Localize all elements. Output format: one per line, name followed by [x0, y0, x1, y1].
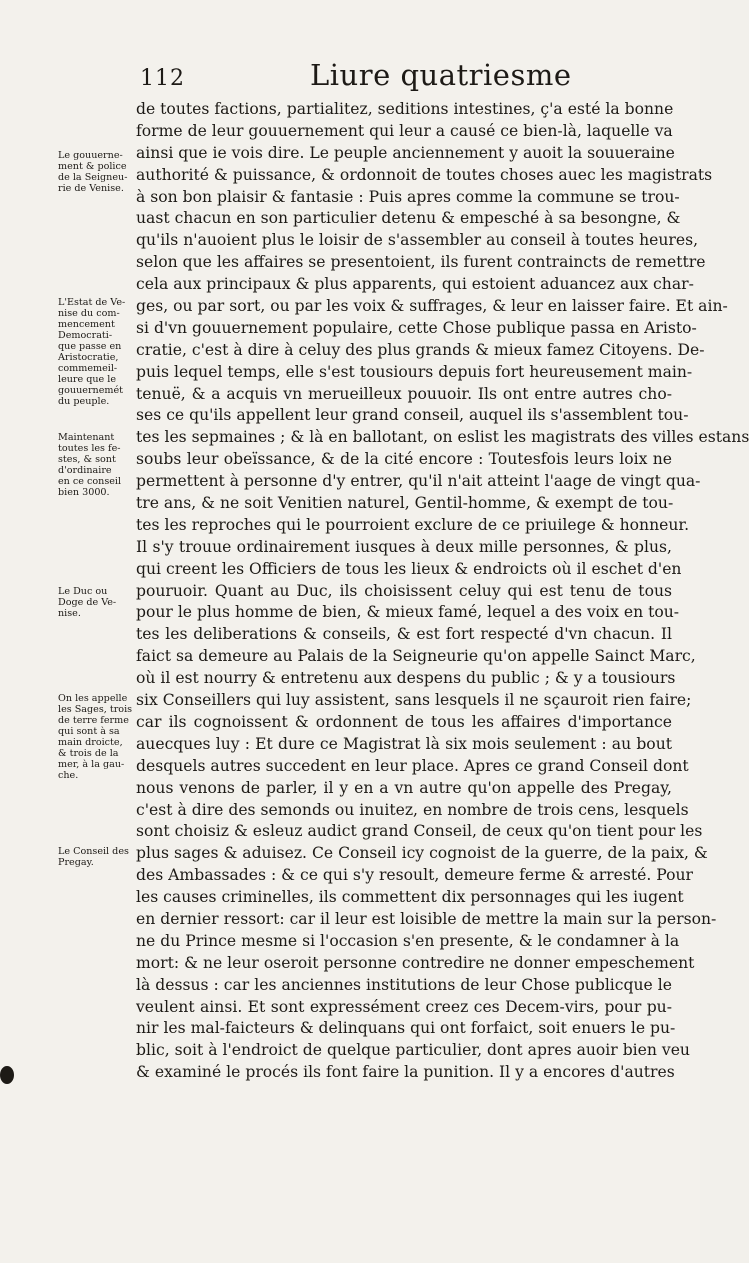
body-line: nir les mal-faicteurs & delinquans qui ont forfaict, soit enuers le pu-	[136, 1019, 676, 1038]
body-line: uast chacun en son particulier detenu & empesché à sa besongne, &	[136, 209, 681, 228]
body-line: plus sages & aduisez. Ce Conseil icy cognoist de la guerre, de la paix, &	[136, 844, 708, 863]
marginal-note: On les appelle les Sages, trois de terre ferme qui sont à sa main droicte, & trois de la mer, à la gau- che.	[58, 693, 133, 781]
body-line: tes les deliberations & conseils, & est fort respecté d'vn chacun. Il	[136, 625, 672, 644]
body-line: qu'ils n'auoient plus le loisir de s'assembler au conseil à toutes heures,	[136, 231, 699, 250]
body-line: permettent à personne d'y entrer, qu'il n'ait atteint l'aage de vingt qua-	[136, 472, 701, 491]
body-line: où il est nourry & entretenu aux despens du public ; & y a tousiours	[136, 669, 676, 688]
ink-blot	[0, 1066, 14, 1084]
marginal-note: Le Conseil des Pregay.	[58, 846, 129, 868]
body-line: en dernier ressort: car il leur est loisible de mettre la main sur la person-	[136, 909, 717, 928]
body-line: & examiné le procés ils font faire la punition. Il y a encores d'autres	[136, 1063, 675, 1082]
body-line: blic, soit à l'endroict de quelque particulier, dont apres auoir bien veu	[136, 1041, 690, 1060]
body-line: pour le plus homme de bien, & mieux famé, lequel a des voix en tou-	[136, 603, 680, 622]
marginal-note: Le gouuerne- ment & police de la Seigneu- rie de Venise.	[58, 150, 128, 194]
running-head: Liure quatriesme	[310, 58, 572, 92]
body-line: sont choisiz & esleuz audict grand Conseil, de ceux qu'on tient pour les	[136, 822, 703, 841]
marginal-note: Le Duc ou Doge de Ve- nise.	[58, 586, 117, 619]
body-line: pouruoir. Quant au Duc, ils choisissent celuy qui est tenu de tous	[136, 581, 672, 600]
body-line: tre ans, & ne soit Venitien naturel, Gentil-homme, & exempt de tou-	[136, 494, 674, 513]
body-line: à son bon plaisir & fantasie : Puis apres comme la commune se trou-	[136, 187, 680, 206]
body-line: ne du Prince mesme si l'occasion s'en presente, & le condamner à la	[136, 931, 680, 950]
body-line: selon que les affaires se presentoient, ils furent contraincts de remettre	[136, 253, 706, 272]
body-text	[136, 99, 749, 1084]
page-number: 112	[140, 66, 185, 91]
body-line: tes les reproches qui le pourroient exclure de ce priuilege & honneur.	[136, 515, 690, 534]
body-line: qui creent les Officiers de tous les lieux & endroicts où il eschet d'en	[136, 559, 682, 578]
body-line: cratie, c'est à dire à celuy des plus grands & mieux famez Citoyens. De-	[136, 340, 705, 359]
body-line: ges, ou par sort, ou par les voix & suffrages, & leur en laisser faire. Et ain-	[136, 297, 728, 316]
body-line: ainsi que ie vois dire. Le peuple anciennement y auoit la souueraine	[136, 143, 675, 162]
body-line: veulent ainsi. Et sont expressément creez ces Decem-virs, pour pu-	[136, 997, 672, 1016]
body-line: c'est à dire des semonds ou inuitez, en nombre de trois cens, lesquels	[136, 800, 689, 819]
body-line: ses ce qu'ils appellent leur grand conseil, auquel ils s'assemblent tou-	[136, 406, 689, 425]
body-line: si d'vn gouuernement populaire, cette Chose publique passa en Aristo-	[136, 318, 697, 337]
marginal-note: L'Estat de Ve- nise du com- mencement Democrati- que passe en Aristocratie, commemeil- leure que le gouuernemét du peuple.	[58, 297, 126, 407]
body-line: forme de leur gouuernement qui leur a causé ce bien-là, laquelle va	[136, 121, 673, 140]
body-line: tes les sepmaines ; & là en ballotant, on eslist les magistrats des villes estans	[136, 428, 749, 447]
body-line: les causes criminelles, ils commettent dix personnages qui les iugent	[136, 888, 684, 907]
body-line: puis lequel temps, elle s'est tousiours depuis fort heureusement main-	[136, 362, 693, 381]
marginal-note: Maintenant toutes les fe- stes, & sont d'ordinaire en ce conseil bien 3000.	[58, 432, 122, 498]
body-line: faict sa demeure au Palais de la Seigneurie qu'on appelle Sainct Marc,	[136, 647, 696, 666]
body-line: mort: & ne leur oseroit personne contredire ne donner empeschement	[136, 953, 695, 972]
body-line: nous venons de parler, il y en a vn autre qu'on appelle des Pregay,	[136, 778, 672, 797]
body-line: tenuë, & a acquis vn merueilleux pouuoir. Ils ont entre autres cho-	[136, 384, 672, 403]
body-line: de toutes factions, partialitez, seditions intestines, ç'a esté la bonne	[136, 100, 674, 118]
body-line: des Ambassades : & ce qui s'y resoult, demeure ferme & arresté. Pour	[136, 866, 694, 885]
body-line: là dessus : car les anciennes institutions de leur Chose publicque le	[136, 975, 672, 994]
body-line: desquels autres succedent en leur place. Apres ce grand Conseil dont	[136, 756, 689, 775]
body-line: six Conseillers qui luy assistent, sans lesquels il ne sçauroit rien faire;	[136, 691, 692, 710]
body-line: cela aux principaux & plus apparents, qui estoient aduancez aux char-	[136, 275, 694, 294]
body-line: Il s'y trouue ordinairement iusques à deux mille personnes, & plus,	[136, 537, 672, 556]
body-line: auecques luy : Et dure ce Magistrat là six mois seulement : au bout	[136, 734, 672, 753]
body-line: authorité & puissance, & ordonnoit de toutes choses auec les magistrats	[136, 165, 713, 184]
body-line: car ils cognoissent & ordonnent de tous les affaires d'importance	[136, 712, 672, 731]
body-line: soubs leur obeïssance, & de la cité encore : Toutesfois leurs loix ne	[136, 450, 672, 469]
